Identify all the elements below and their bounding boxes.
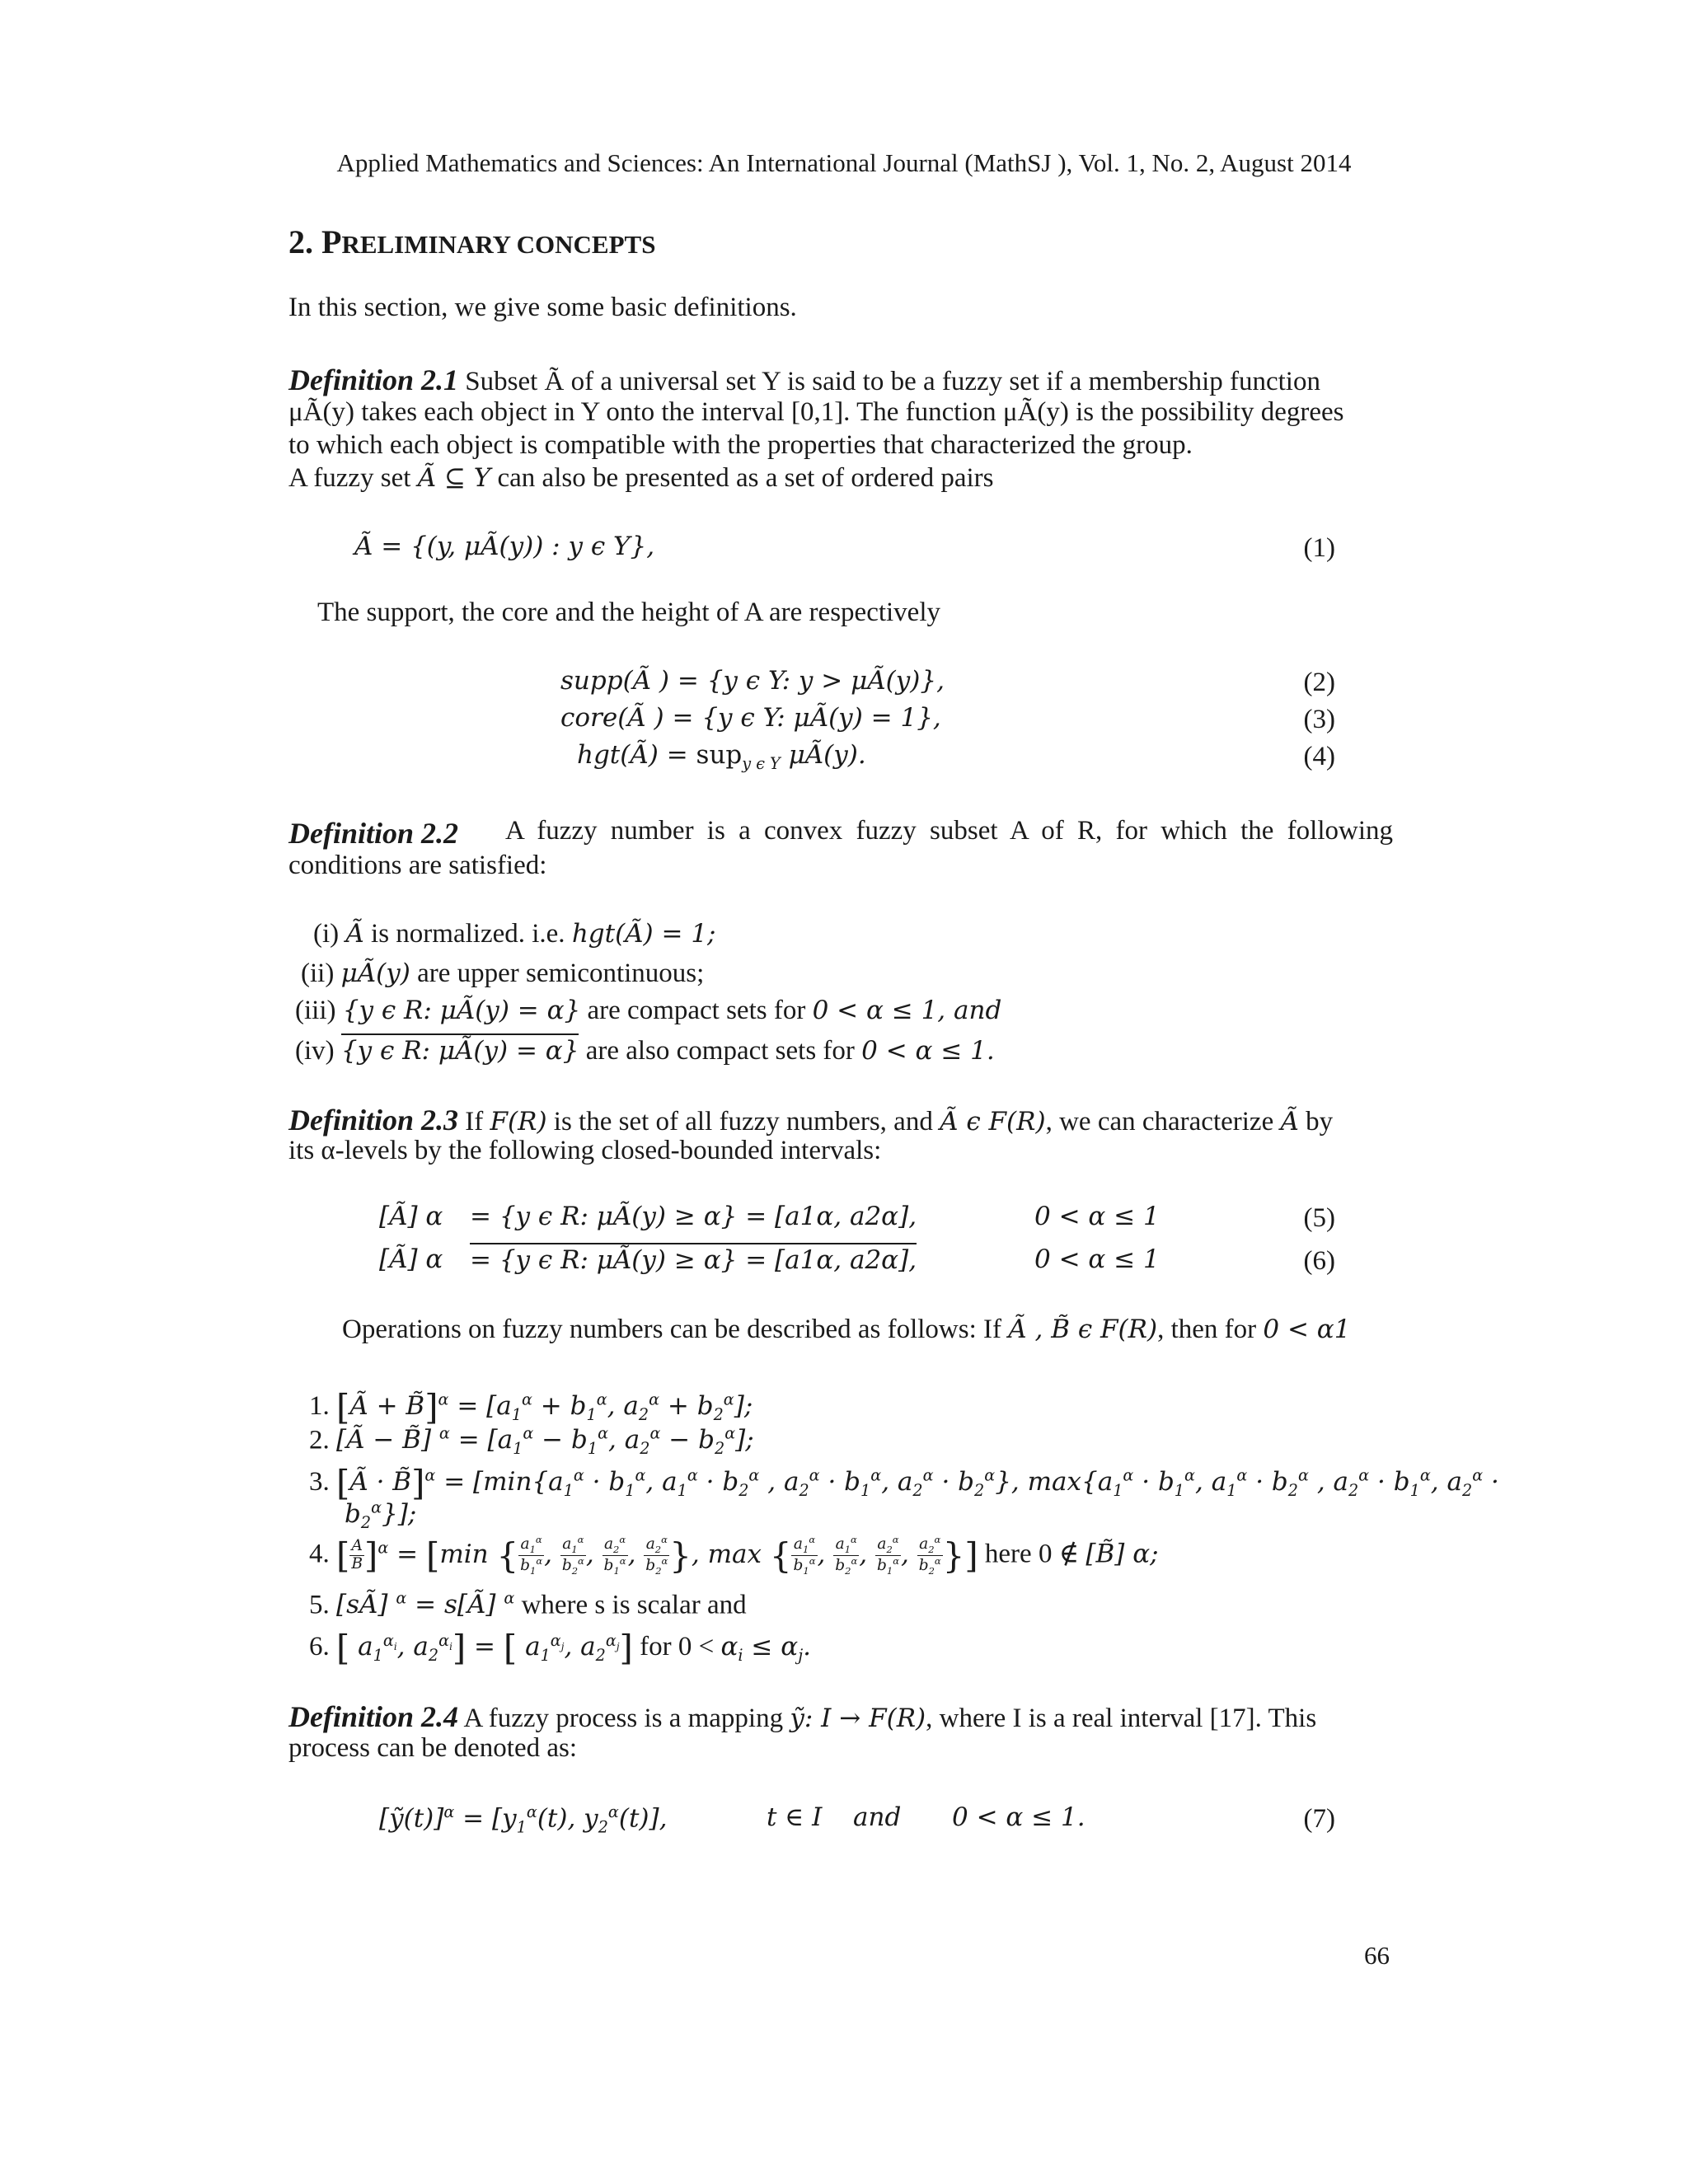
equation-7-and: and [853, 1802, 902, 1832]
equation-7-condition: 0 < α ≤ 1. [952, 1802, 1085, 1832]
condition-iv-math: {y ϵ R: μÃ(y) = α} [341, 1033, 579, 1066]
equation-4-sup: sup [696, 740, 743, 770]
membership-expression: Ã ϵ F(R) [940, 1107, 1046, 1137]
definition-2-1-line4b: can also be presented as a set of ordered pairs [490, 463, 994, 493]
equation-2 [560, 666, 945, 696]
operations-intro-math2: 0 < α1 [1263, 1315, 1351, 1344]
running-head: Applied Mathematics and Sciences: An International Journal (MathSJ ), Vol. 1, No. 2, August 2014 [336, 148, 1352, 177]
equation-5-condition: 0 < α ≤ 1 [1034, 1202, 1160, 1231]
definition-2-4-line2: process can be denoted as: [288, 1733, 578, 1763]
fuzzy-process-mapping: ỹ: I → F(R) [790, 1704, 926, 1733]
operation-5-text: where s is scalar and [514, 1590, 747, 1620]
support-intro: The support, the core and the height of A are respectively [317, 598, 940, 627]
operation-1-number: 1. [309, 1391, 330, 1421]
equation-5-lhs: [Ã] α [379, 1202, 443, 1231]
condition-i-roman: (i) [313, 919, 340, 949]
condition-ii [301, 958, 704, 989]
condition-i [313, 919, 716, 949]
equation-7-t-domain: t ∈ I [767, 1802, 823, 1832]
definition-2-1-line3: to which each object is compatible with the properties that characterized the group. [288, 430, 1193, 460]
condition-iv [295, 1036, 995, 1066]
page-number: 66 [1364, 1941, 1390, 1970]
definition-2-3-line2: its α-levels by the following closed-bounded intervals: [288, 1136, 882, 1165]
definition-2-3-text-d: by [1298, 1107, 1334, 1137]
condition-iii-math: {y ϵ R: μÃ(y) = α} [342, 996, 581, 1025]
section-number: 2. [288, 223, 313, 260]
operation-5-math: [sÃ] $^\alpha$ = s[Ã] $^\alpha$ [336, 1589, 515, 1620]
operations-intro [342, 1315, 1350, 1345]
operation-6-text: for 0 < [640, 1632, 721, 1661]
section-title-rest: RELIMINARY CONCEPTS [341, 230, 656, 259]
definition-2-2-line1 [288, 816, 1393, 851]
condition-iv-roman: (iv) [295, 1036, 335, 1066]
operation-1 [309, 1387, 753, 1427]
definition-2-2-text1: A fuzzy number is a convex fuzzy subset A of R, for which the following [504, 816, 1393, 846]
section-heading [288, 223, 655, 261]
operations-intro-math1: Ã , B̃ ϵ F(R) [1008, 1315, 1158, 1344]
definition-2-4-label: Definition 2.4 [288, 1700, 459, 1733]
equation-7-number: (7) [1303, 1804, 1335, 1834]
operation-5 [309, 1589, 747, 1620]
operation-6-number: 6. [309, 1632, 330, 1661]
equation-3-lhs: core(Ã ) = [560, 703, 702, 733]
operation-4-math: [ $\frac{A}{B}$ ]$^\alpha$ = [min { $\frac{a_1^\alpha}{b_1^\alpha}$ , $\frac{a_1^\alpha}{b_2^\alpha}$ , $\frac{a_2^\alpha}{b_1^\alpha}$ , $\frac{a_2^\alpha}{b_2^\alpha}$ }, max { $\frac{a_1^\alpha}{b_1^\alpha}$ , $\frac{a_1^\alpha}{b_2^\alpha}$ , $\frac{a_2^\alpha}{b_1^\alpha}$ , $\frac{a_2^\alpha}{b_2^\alpha}$ }] [336, 1534, 978, 1577]
section-first-letter: P [321, 223, 342, 260]
definition-2-2-label: Definition 2.2 [288, 817, 459, 850]
operation-6 [309, 1628, 811, 1668]
operation-6-condition: $\alpha_i \le \alpha_j$. [720, 1632, 812, 1666]
operation-5-number: 5. [309, 1590, 330, 1620]
equation-6-condition: 0 < α ≤ 1 [1034, 1244, 1160, 1274]
condition-ii-math: μÃ(y) [340, 958, 410, 988]
equation-4-number: (4) [1303, 742, 1335, 771]
definition-2-2-line2: conditions are satisfied: [288, 851, 547, 880]
condition-iii-tail: 0 < α ≤ 1, and [812, 996, 1002, 1025]
equation-5-number: (5) [1303, 1203, 1335, 1233]
condition-i-tail: hgt(Ã) = 1; [571, 919, 716, 949]
operation-4 [309, 1535, 1159, 1576]
operation-4-tail: [B̃] α; [1085, 1539, 1159, 1569]
equation-1: Ã = {(y, μÃ(y)) : y ϵ Y}, [354, 532, 655, 561]
equation-4-sub: y ϵ Y [742, 754, 781, 774]
equation-2-lhs: supp(Ã ) = [560, 666, 707, 696]
subset-expression: Ã ⊆ Y [417, 463, 491, 493]
equation-2-number: (2) [1303, 668, 1335, 697]
definition-2-3-text-b: is the set of all fuzzy numbers, and [546, 1107, 940, 1137]
equation-6-lhs: [Ã] α [379, 1244, 443, 1274]
definition-2-3-text-c: , we can characterize [1045, 1107, 1281, 1137]
condition-iv-tail: 0 < α ≤ 1. [861, 1036, 995, 1066]
condition-iv-text: are also compact sets for [579, 1036, 862, 1066]
equation-7-lhs: [ỹ(t)]$^\alpha$ = [$y_1^\alpha(t)$, $y_2^\alpha(t)$], [379, 1802, 668, 1837]
definition-2-1-label: Definition 2.1 [288, 363, 459, 396]
equation-5-rhs: = {y ϵ R: μÃ(y) ≥ α} = [a1α, a2α], [470, 1202, 917, 1231]
operations-intro-text2: , then for [1157, 1315, 1264, 1344]
equation-2-rhs: {y ϵ Y: y > μÃ(y)}, [706, 666, 945, 696]
equation-4-lhs: hgt(Ã) = [577, 740, 696, 770]
definition-2-1-line1 [288, 363, 1320, 397]
definition-2-3-label: Definition 2.3 [288, 1104, 459, 1137]
definition-2-4-text-b: , where I is a real interval [17]. This [926, 1704, 1317, 1733]
definition-2-1-line2: μÃ(y) takes each object in Y onto the interval [0,1]. The function μÃ(y) is the possibility degrees [288, 397, 1344, 427]
definition-2-4-line1 [288, 1699, 1316, 1734]
condition-ii-text: are upper semicontinuous; [410, 958, 705, 988]
operation-3-continuation [345, 1498, 416, 1533]
definition-2-3-line1 [288, 1103, 1333, 1137]
operation-3-math: [Ã · B̃]$^\alpha$ = [$\min\{a_1^\alpha \cdot b_1^\alpha$, $a_1^\alpha \cdot b_2^\alpha$ , $a_2^\alpha \cdot b_1^\alpha$, $a_2^\alpha \cdot b_2^\alpha$}, $\max\{a_1^\alpha \cdot b_1^\alpha$, $a_1^\alpha \cdot b_2^\alpha$ , $a_2^\alpha \cdot b_1^\alpha$, $a_2^\alpha$ · [336, 1463, 1499, 1503]
definition-2-3-text-a: If [458, 1107, 490, 1137]
operation-3-number: 3. [309, 1467, 330, 1497]
definition-2-1-line4a: A fuzzy set [288, 463, 418, 493]
operation-2-math: [Ã − B̃] $^\alpha = [a_1^\alpha - b_1^\alpha$, $a_2^\alpha - b_2^\alpha$]; [336, 1424, 754, 1459]
fuzzy-numbers-set: F(R) [490, 1107, 547, 1137]
operation-2-number: 2. [309, 1425, 330, 1455]
a-tilde: Ã [1280, 1107, 1299, 1137]
intro-paragraph: In this section, we give some basic definitions. [288, 293, 797, 322]
equation-3 [560, 703, 941, 733]
definition-2-1-text1: Subset Ã of a universal set Y is said to be a fuzzy set if a membership function [465, 367, 1320, 396]
equation-3-rhs: {y ϵ Y: μÃ(y) = 1}, [701, 703, 941, 733]
equation-6-number: (6) [1303, 1246, 1335, 1276]
operation-6-math: [ $a_1^{\alpha_i}$, $a_2^{\alpha_i}$] = [ $a_1^{\alpha_j}$, $a_2^{\alpha_j}$] [336, 1628, 633, 1668]
condition-iii-text: are compact sets for [580, 996, 813, 1025]
equation-4-tail: μÃ(y). [780, 740, 866, 770]
definition-2-4-text-a: A fuzzy process is a mapping [458, 1704, 790, 1733]
condition-i-text: is normalized. i.e. [363, 919, 572, 949]
operation-4-number: 4. [309, 1539, 330, 1569]
operations-intro-text: Operations on fuzzy numbers can be described as follows: If [342, 1315, 1009, 1344]
definition-2-1-line4 [288, 463, 994, 494]
equation-4 [577, 740, 866, 773]
operation-1-math: [Ã + B̃]$^\alpha$ = [$a_1^\alpha + b_1^\alpha$, $a_2^\alpha + b_2^\alpha$]; [336, 1387, 753, 1427]
condition-iii [295, 996, 1001, 1026]
condition-ii-roman: (ii) [301, 958, 335, 988]
operation-4-text: here 0 ∉ [984, 1539, 1086, 1569]
condition-i-math: Ã [345, 919, 364, 949]
equation-3-number: (3) [1303, 705, 1335, 734]
operation-3-math-cont: $b_2^\alpha$}]; [345, 1498, 417, 1533]
equation-1-number: (1) [1303, 533, 1335, 563]
condition-iii-roman: (iii) [295, 996, 336, 1025]
operation-3 [309, 1463, 1499, 1503]
operation-2 [309, 1424, 754, 1459]
equation-6-rhs: = {y ϵ R: μÃ(y) ≥ α} = [a1α, a2α], [470, 1243, 917, 1275]
